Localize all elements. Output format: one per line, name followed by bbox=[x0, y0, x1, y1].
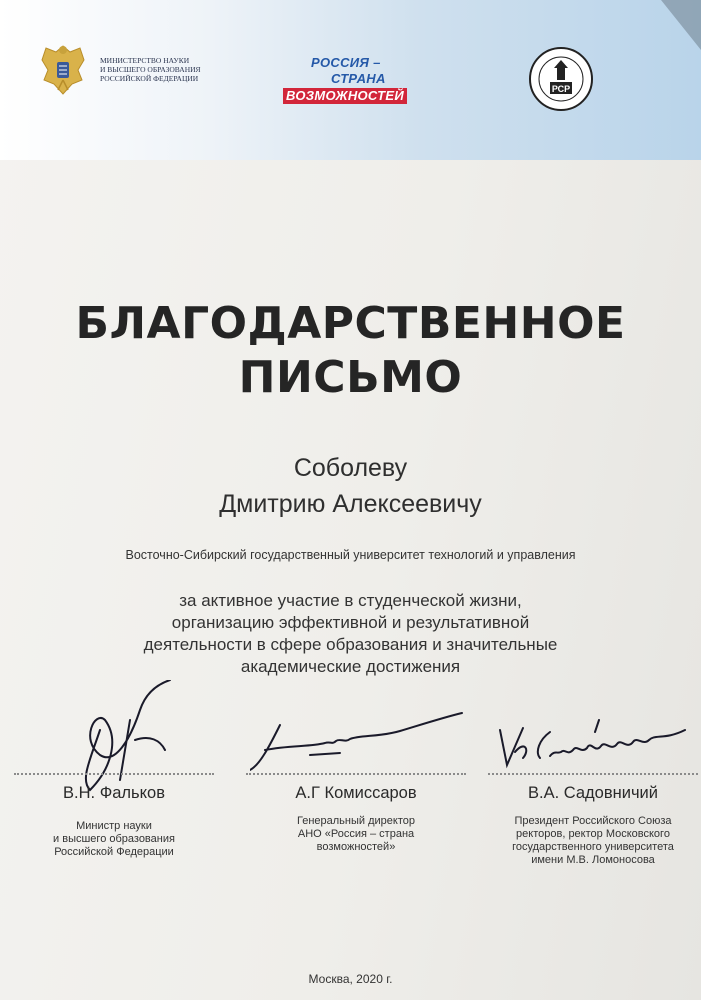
signature-sadovnichiy bbox=[495, 710, 695, 770]
signature-komissarov bbox=[250, 705, 465, 775]
signatory-name: В.Н. Фальков bbox=[63, 784, 165, 802]
ministry-line: И ВЫСШЕГО ОБРАЗОВАНИЯ bbox=[100, 65, 201, 74]
signatory-role bbox=[246, 815, 466, 854]
document-title-line2: ПИСЬМО bbox=[238, 352, 463, 403]
role-line: Президент Российского Союза bbox=[514, 815, 672, 827]
signatory-role bbox=[14, 820, 214, 859]
ministry-emblem-icon bbox=[36, 40, 90, 98]
signature-line bbox=[246, 773, 466, 775]
reason-line: за активное участие в студенческой жизни, bbox=[179, 591, 522, 610]
signatory-role bbox=[488, 815, 698, 867]
recipient-given-names: Дмитрию Алексеевичу bbox=[219, 490, 482, 518]
signatory-name: В.А. Садовничий bbox=[528, 784, 658, 802]
reason-line: деятельности в сфере образования и значительные bbox=[143, 635, 558, 654]
role-line: Российской Федерации bbox=[54, 846, 174, 858]
ministry-line: РОССИЙСКОЙ ФЕДЕРАЦИИ bbox=[100, 74, 199, 83]
reason-line: академические достижения bbox=[240, 657, 461, 676]
rsr-seal-icon bbox=[528, 46, 594, 112]
rossiya-logo-line: ВОЗМОЖНОСТЕЙ bbox=[283, 88, 407, 104]
reason-line: организацию эффективной и результативной bbox=[171, 613, 530, 632]
place-and-date: Москва, 2020 г. bbox=[308, 972, 393, 986]
rsr-abbrev: РСР bbox=[551, 84, 571, 94]
role-line: и высшего образования bbox=[53, 833, 175, 845]
role-line: ректоров, ректор Московского bbox=[516, 828, 670, 840]
role-line: АНО «Россия – страна bbox=[297, 828, 415, 840]
rossiya-logo-line: РОССИЯ – bbox=[311, 55, 381, 70]
ministry-line: МИНИСТЕРСТВО НАУКИ bbox=[100, 56, 190, 65]
role-line: Генеральный директор bbox=[297, 815, 415, 827]
role-line: Министр науки bbox=[76, 820, 152, 832]
rossiya-logo-line: СТРАНА bbox=[331, 71, 386, 86]
signature-line bbox=[14, 773, 214, 775]
role-line: возможностей» bbox=[316, 841, 396, 853]
reason-text bbox=[0, 590, 701, 678]
ministry-name bbox=[100, 56, 250, 83]
photo-corner-shadow bbox=[661, 0, 701, 50]
recipient-surname: Соболеву bbox=[293, 454, 408, 482]
university-name: Восточно-Сибирский государственный университет технологий и управления bbox=[125, 548, 576, 562]
role-line: имени М.В. Ломоносова bbox=[531, 854, 655, 866]
role-line: государственного университета bbox=[512, 841, 674, 853]
signature-line bbox=[488, 773, 698, 775]
signatory-name: А.Г Комиссаров bbox=[295, 784, 417, 802]
rossiya-logo bbox=[283, 55, 413, 105]
signature-falkov bbox=[60, 680, 200, 800]
document-title-line1: БЛАГОДАРСТВЕННОЕ bbox=[75, 298, 626, 349]
